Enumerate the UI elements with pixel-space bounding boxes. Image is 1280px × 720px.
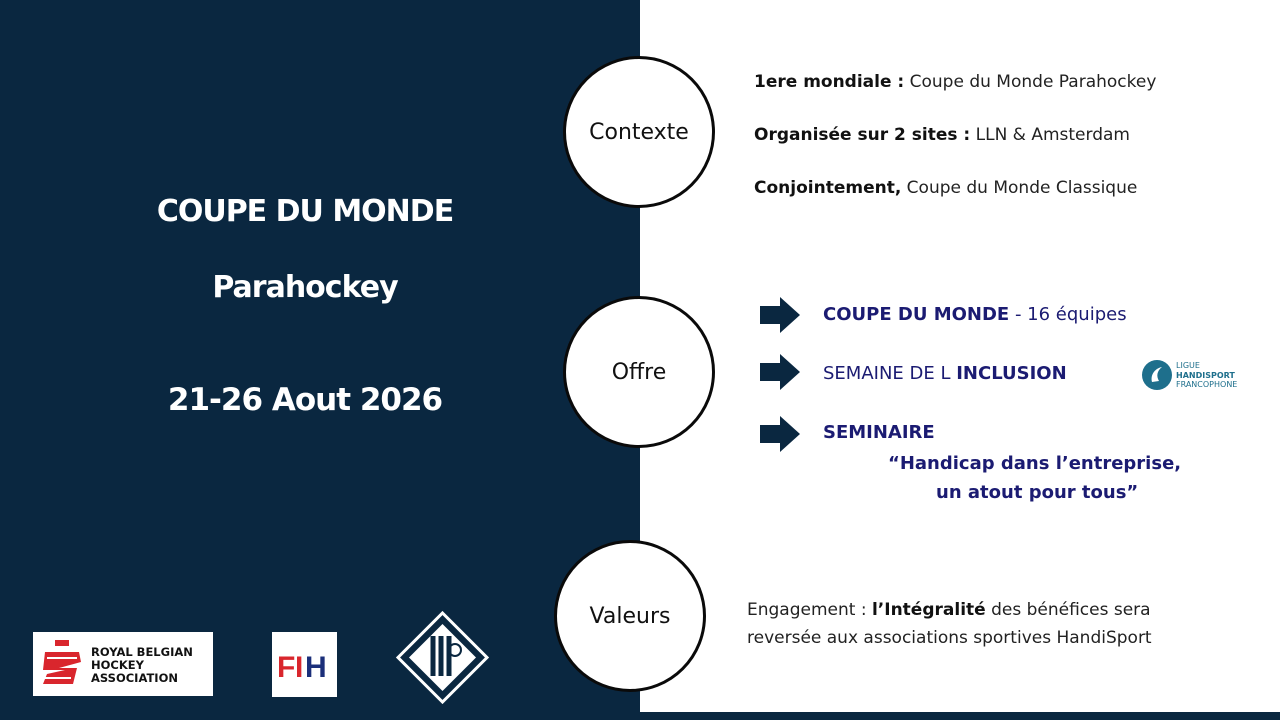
valeurs-circle xyxy=(554,540,706,692)
valeurs-line-1-prefix: Engagement : xyxy=(747,600,872,620)
contexte-label: Contexte xyxy=(589,119,689,145)
handisport-logo-text xyxy=(1176,361,1237,390)
contexte-item-1 xyxy=(754,72,1156,92)
bottom-strip xyxy=(640,712,1280,720)
contexte-item-2 xyxy=(754,125,1130,145)
arrow-right-icon xyxy=(760,416,800,452)
offre-circle xyxy=(563,296,715,448)
contexte-item-3-bold: Conjointement, xyxy=(754,178,902,198)
valeurs-label: Valeurs xyxy=(589,603,671,629)
handisport-logo-mark xyxy=(1142,360,1172,390)
rbha-line-2: HOCKEY xyxy=(91,658,144,672)
title-dates: 21-26 Aout 2026 xyxy=(167,382,443,418)
title-line-2: Parahockey xyxy=(212,270,398,305)
contexte-circle xyxy=(563,56,715,208)
offre-item-1-text: - 16 équipes xyxy=(1009,304,1127,325)
contexte-item-3 xyxy=(754,178,1137,198)
rbha-logo-text xyxy=(91,646,193,685)
arrow-right-icon xyxy=(760,354,800,390)
contexte-item-1-bold: 1ere mondiale : xyxy=(754,72,905,92)
offre-label: Offre xyxy=(611,359,667,385)
offre-item-2 xyxy=(823,363,1067,384)
valeurs-line-1-suffix: des bénéfices sera xyxy=(985,600,1151,620)
contexte-item-2-text: LLN & Amsterdam xyxy=(970,125,1130,145)
seminaire-quote-line-1: “Handicap dans l’entreprise, xyxy=(888,453,1182,474)
seminaire-quote-line-2: un atout pour tous” xyxy=(936,482,1139,503)
valeurs-line-1-bold: l’Intégralité xyxy=(871,600,986,620)
offre-item-2-prefix: SEMAINE DE L xyxy=(823,363,957,384)
offre-item-3 xyxy=(823,422,935,443)
contexte-item-2-bold: Organisée sur 2 sites : xyxy=(754,125,971,145)
handisport-logo-line-1: LIGUE xyxy=(1176,361,1200,370)
rbha-line-3: ASSOCIATION xyxy=(91,671,178,685)
svg-text:I: I xyxy=(294,650,303,684)
rbha-logo xyxy=(33,632,213,696)
fih-logo xyxy=(272,632,337,697)
svg-text:H: H xyxy=(304,650,327,684)
contexte-item-1-text: Coupe du Monde Parahockey xyxy=(904,72,1157,92)
lln-hockey-club-logo xyxy=(395,610,490,705)
wave-icon xyxy=(1142,360,1172,390)
handisport-logo xyxy=(1142,360,1252,392)
valeurs-line-1 xyxy=(747,600,1151,620)
offre-item-1-bold: COUPE DU MONDE xyxy=(823,304,1010,325)
offre-item-2-bold: INCLUSION xyxy=(956,363,1067,384)
svg-text:F: F xyxy=(276,650,295,684)
title-line-1: COUPE DU MONDE xyxy=(156,194,454,229)
valeurs-line-2: reversée aux associations sportives HandiSport xyxy=(747,628,1152,648)
offre-item-3-bold: SEMINAIRE xyxy=(823,422,935,443)
handisport-logo-line-3: FRANCOPHONE xyxy=(1176,380,1238,389)
handisport-logo-line-2: HANDISPORT xyxy=(1176,370,1235,380)
fih-logo-mark xyxy=(275,645,335,685)
arrow-right-icon xyxy=(760,297,800,333)
offre-item-1 xyxy=(823,304,1127,325)
rbha-crest-icon xyxy=(37,638,87,690)
rbha-line-1: ROYAL BELGIAN xyxy=(91,645,193,659)
contexte-item-3-text: Coupe du Monde Classique xyxy=(901,178,1138,198)
